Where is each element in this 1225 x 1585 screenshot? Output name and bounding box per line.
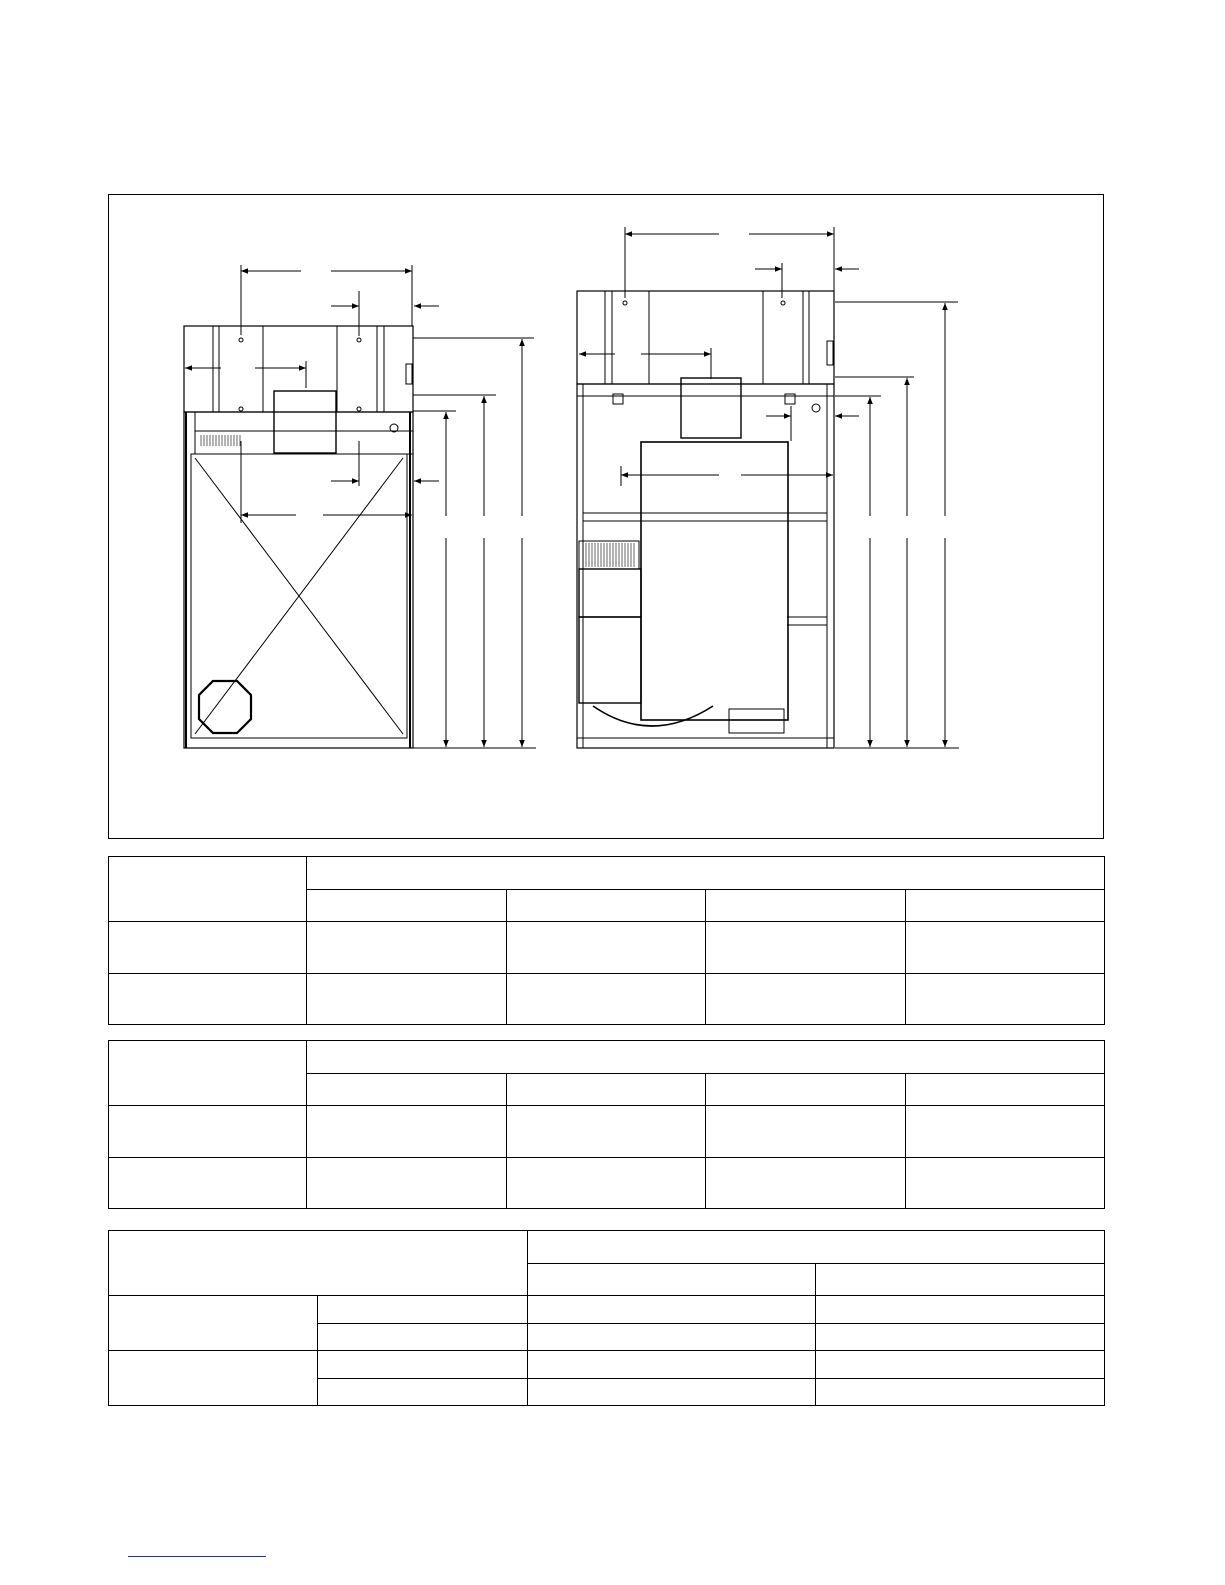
table-header: [307, 1041, 1105, 1074]
table-cell: [706, 922, 906, 974]
footer-link[interactable]: [128, 1556, 266, 1557]
table-cell: [507, 1106, 706, 1158]
table-cell: [816, 1379, 1105, 1406]
table-header: [307, 857, 1105, 890]
table-cell: [109, 1041, 307, 1106]
dimension-table-2: [108, 1040, 1105, 1209]
table-cell: [906, 922, 1105, 974]
table-cell: [307, 890, 507, 922]
table-cell: [318, 1351, 528, 1379]
table-cell: [318, 1379, 528, 1406]
table-cell: [307, 922, 507, 974]
table-cell: [706, 1106, 906, 1158]
dimension-table-1: [108, 856, 1105, 1025]
table-cell: [307, 974, 507, 1025]
table-cell: [318, 1324, 528, 1351]
table-cell: [109, 1106, 307, 1158]
table-cell: [906, 1158, 1105, 1209]
table-cell: [816, 1324, 1105, 1351]
table-cell: [906, 974, 1105, 1025]
table-cell: [507, 974, 706, 1025]
table-cell: [109, 857, 307, 922]
left-unit-view: [184, 265, 536, 748]
table-cell: [109, 1296, 318, 1351]
table-cell: [109, 1231, 528, 1296]
table-cell: [528, 1351, 816, 1379]
table-cell: [307, 1158, 507, 1209]
table-cell: [706, 974, 906, 1025]
table-cell: [307, 1106, 507, 1158]
table-cell: [706, 1158, 906, 1209]
dimension-drawing: [109, 195, 1105, 840]
table-cell: [507, 1074, 706, 1106]
drawing-frame: [108, 194, 1104, 839]
table-cell: [507, 922, 706, 974]
table-cell: [528, 1379, 816, 1406]
dimension-table-3: [108, 1230, 1105, 1406]
right-unit-view: [577, 227, 959, 748]
table-cell: [318, 1296, 528, 1324]
table-cell: [528, 1264, 816, 1296]
table-cell: [507, 1158, 706, 1209]
table-header: [528, 1231, 1105, 1264]
table-cell: [109, 1158, 307, 1209]
table-cell: [816, 1296, 1105, 1324]
table-cell: [706, 890, 906, 922]
table-cell: [109, 922, 307, 974]
table-cell: [528, 1296, 816, 1324]
table-cell: [307, 1074, 507, 1106]
table-cell: [816, 1264, 1105, 1296]
table-cell: [706, 1074, 906, 1106]
table-cell: [528, 1324, 816, 1351]
table-cell: [109, 1351, 318, 1406]
table-cell: [507, 890, 706, 922]
table-cell: [906, 1074, 1105, 1106]
table-cell: [816, 1351, 1105, 1379]
table-cell: [906, 1106, 1105, 1158]
table-cell: [906, 890, 1105, 922]
table-cell: [109, 974, 307, 1025]
